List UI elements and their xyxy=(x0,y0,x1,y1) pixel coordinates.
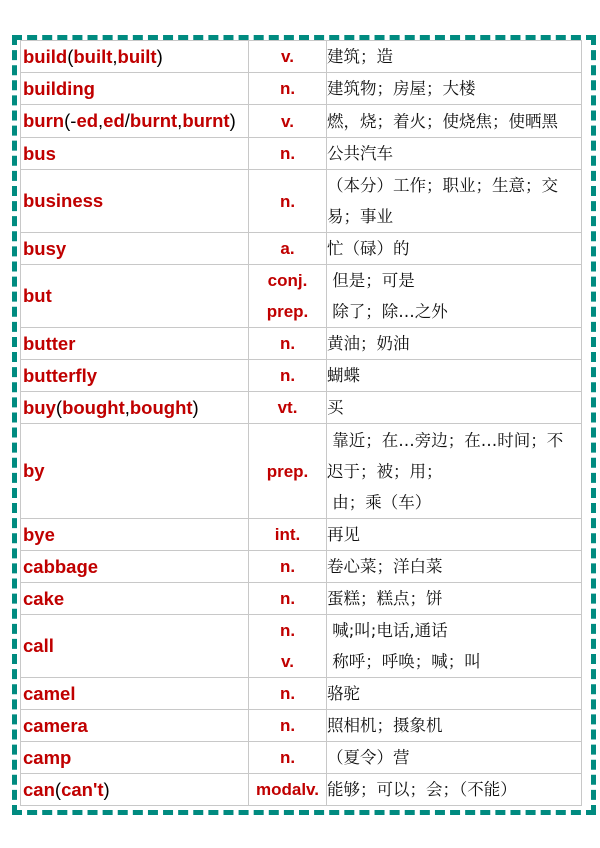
word-cell xyxy=(21,519,249,551)
meaning-cell xyxy=(327,678,582,710)
word-letters: cake xyxy=(23,587,65,609)
word-punctuation: , xyxy=(177,110,183,131)
table-row xyxy=(21,678,582,710)
word-letters: burnt xyxy=(129,110,178,131)
word-letters: built xyxy=(117,45,157,67)
table-row xyxy=(21,519,582,551)
meaning-cell xyxy=(327,265,582,328)
word-letters: can't xyxy=(61,778,104,800)
word-cell xyxy=(21,105,249,138)
word-cell xyxy=(21,774,249,806)
part-of-speech: prep. xyxy=(266,461,309,481)
word-punctuation: ) xyxy=(103,778,110,800)
word-cell xyxy=(21,73,249,105)
table-row xyxy=(21,138,582,170)
part-of-speech: n. xyxy=(279,79,296,98)
word-letters: camp xyxy=(23,746,72,768)
table-row xyxy=(21,73,582,105)
word-letters: bought xyxy=(62,396,125,418)
meaning-line: （本分）工作；职业；生意；交 xyxy=(327,176,558,195)
part-of-speech-cell xyxy=(249,170,327,233)
word-cell xyxy=(21,742,249,774)
word-punctuation: , xyxy=(124,396,130,418)
part-of-speech: v. xyxy=(281,652,294,671)
word-letters: can xyxy=(23,778,55,800)
word-letters: bought xyxy=(129,396,193,418)
part-of-speech: n. xyxy=(279,748,296,767)
word-letters: ed xyxy=(103,110,125,131)
word-punctuation: ( xyxy=(54,778,62,800)
word-punctuation: , xyxy=(112,45,118,67)
meaning-line: 买 xyxy=(327,398,344,417)
meaning-line: 能够；可以；会；（不能） xyxy=(327,780,517,799)
table-row xyxy=(21,392,582,424)
word-letters: ed xyxy=(76,110,99,131)
table-row xyxy=(21,551,582,583)
word-punctuation: ) xyxy=(156,45,163,67)
meaning-cell xyxy=(327,73,582,105)
word-cell xyxy=(21,710,249,742)
word-cell xyxy=(21,424,249,519)
table-row xyxy=(21,710,582,742)
part-of-speech: n. xyxy=(279,366,296,385)
word-cell xyxy=(21,328,249,360)
meaning-line: 由；乘（车） xyxy=(327,492,432,512)
table-row xyxy=(21,41,582,73)
part-of-speech-cell xyxy=(249,678,327,710)
meaning-cell xyxy=(327,710,582,742)
word-cell xyxy=(21,360,249,392)
word-letters: business xyxy=(23,190,104,211)
meaning-cell xyxy=(327,615,582,678)
meaning-line: 但是；可是 xyxy=(327,271,415,290)
word-punctuation: ) xyxy=(192,396,199,418)
meaning-line: 再见 xyxy=(327,525,360,544)
meaning-cell xyxy=(327,774,582,806)
part-of-speech-cell xyxy=(249,360,327,392)
word-letters: cabbage xyxy=(23,555,99,577)
part-of-speech: n. xyxy=(279,621,296,640)
word-letters: call xyxy=(23,635,54,656)
part-of-speech: v. xyxy=(281,111,294,131)
word-cell xyxy=(21,392,249,424)
part-of-speech: modalv. xyxy=(256,780,319,799)
meaning-cell xyxy=(327,105,582,138)
part-of-speech: n. xyxy=(279,334,296,353)
part-of-speech-cell xyxy=(249,138,327,170)
meaning-line: 建筑物；房屋；大楼 xyxy=(327,79,476,98)
word-letters: butter xyxy=(23,332,76,354)
meaning-line: 骆驼 xyxy=(327,684,360,703)
meaning-cell xyxy=(327,519,582,551)
meaning-cell xyxy=(327,138,582,170)
word-letters: burn xyxy=(23,110,65,131)
word-letters: building xyxy=(23,77,95,99)
word-cell xyxy=(21,41,249,73)
meaning-cell xyxy=(327,328,582,360)
part-of-speech: vt. xyxy=(277,398,298,417)
part-of-speech-cell xyxy=(249,710,327,742)
word-letters: but xyxy=(23,285,52,306)
meaning-cell xyxy=(327,424,582,519)
meaning-line: 易；事业 xyxy=(327,207,393,226)
meaning-line: 靠近；在…旁边；在…时间；不 xyxy=(327,430,564,450)
word-cell xyxy=(21,583,249,615)
part-of-speech-cell xyxy=(249,73,327,105)
word-cell xyxy=(21,265,249,328)
word-cell xyxy=(21,233,249,265)
word-punctuation: ( xyxy=(55,396,63,418)
meaning-line: 燃，烧；着火；使烧焦；使晒黑 xyxy=(327,111,558,131)
meaning-cell xyxy=(327,41,582,73)
word-cell xyxy=(21,615,249,678)
word-letters: camera xyxy=(23,714,88,736)
meaning-line: 卷心菜；洋白菜 xyxy=(327,557,443,576)
part-of-speech: a. xyxy=(280,239,295,258)
word-cell xyxy=(21,138,249,170)
part-of-speech-cell xyxy=(249,328,327,360)
meaning-line: 黄油；奶油 xyxy=(327,334,410,353)
meaning-line: 忙（碌）的 xyxy=(327,239,410,258)
meaning-cell xyxy=(327,583,582,615)
word-letters: butterfly xyxy=(23,364,97,386)
table-row xyxy=(21,360,582,392)
meaning-line: 公共汽车 xyxy=(327,144,393,163)
meaning-line: 喊;叫;电话,通话 xyxy=(327,621,448,640)
table-row xyxy=(21,774,582,806)
table-row xyxy=(21,583,582,615)
part-of-speech-cell xyxy=(249,265,327,328)
table-row xyxy=(21,170,582,233)
word-letters: camel xyxy=(23,682,76,704)
meaning-line: 除了；除…之外 xyxy=(327,302,448,321)
meaning-cell xyxy=(327,742,582,774)
part-of-speech: n. xyxy=(279,557,296,576)
part-of-speech-cell xyxy=(249,742,327,774)
part-of-speech-cell xyxy=(249,551,327,583)
part-of-speech-cell xyxy=(249,233,327,265)
part-of-speech: prep. xyxy=(266,302,309,321)
word-letters: burnt xyxy=(182,110,230,131)
part-of-speech: int. xyxy=(274,525,301,544)
part-of-speech-cell xyxy=(249,774,327,806)
meaning-line: （夏令）营 xyxy=(327,748,410,767)
table-row xyxy=(21,615,582,678)
part-of-speech: v. xyxy=(281,47,294,66)
table-row xyxy=(21,233,582,265)
meaning-cell xyxy=(327,170,582,233)
part-of-speech: conj. xyxy=(267,271,308,290)
part-of-speech: n. xyxy=(279,589,296,608)
meaning-line: 称呼；呼唤；喊；叫 xyxy=(327,652,481,671)
part-of-speech-cell xyxy=(249,424,327,519)
word-letters: buy xyxy=(23,396,56,418)
word-letters: bus xyxy=(23,142,56,164)
part-of-speech-cell xyxy=(249,519,327,551)
meaning-line: 蝴蝶 xyxy=(327,366,360,385)
part-of-speech: n. xyxy=(279,144,296,163)
meaning-cell xyxy=(327,551,582,583)
table-row xyxy=(21,328,582,360)
word-letters: bye xyxy=(23,523,55,545)
word-letters: busy xyxy=(23,237,67,259)
vocabulary-table xyxy=(20,40,582,806)
word-letters: build xyxy=(23,45,68,67)
meaning-cell xyxy=(327,233,582,265)
vocabulary-table-body xyxy=(21,41,582,806)
part-of-speech-cell xyxy=(249,105,327,138)
word-letters: built xyxy=(73,45,113,67)
word-punctuation: , xyxy=(98,110,104,131)
table-row xyxy=(21,742,582,774)
word-cell xyxy=(21,678,249,710)
meaning-line: 蛋糕；糕点；饼 xyxy=(327,589,443,608)
part-of-speech-cell xyxy=(249,392,327,424)
part-of-speech: n. xyxy=(279,191,296,211)
word-punctuation: / xyxy=(124,110,130,131)
meaning-cell xyxy=(327,392,582,424)
table-row xyxy=(21,105,582,138)
table-row xyxy=(21,265,582,328)
word-punctuation: ( xyxy=(67,45,74,67)
meaning-cell xyxy=(327,360,582,392)
meaning-line: 照相机；摄象机 xyxy=(327,716,443,735)
word-punctuation: (- xyxy=(64,110,77,131)
part-of-speech-cell xyxy=(249,615,327,678)
part-of-speech: n. xyxy=(279,684,296,703)
word-punctuation: ) xyxy=(229,110,236,131)
word-cell xyxy=(21,170,249,233)
table-row xyxy=(21,424,582,519)
word-letters: by xyxy=(23,460,45,481)
part-of-speech-cell xyxy=(249,41,327,73)
part-of-speech-cell xyxy=(249,583,327,615)
word-cell xyxy=(21,551,249,583)
part-of-speech: n. xyxy=(279,716,296,735)
meaning-line: 迟于；被；用； xyxy=(327,461,443,481)
meaning-line: 建筑；造 xyxy=(327,47,393,66)
